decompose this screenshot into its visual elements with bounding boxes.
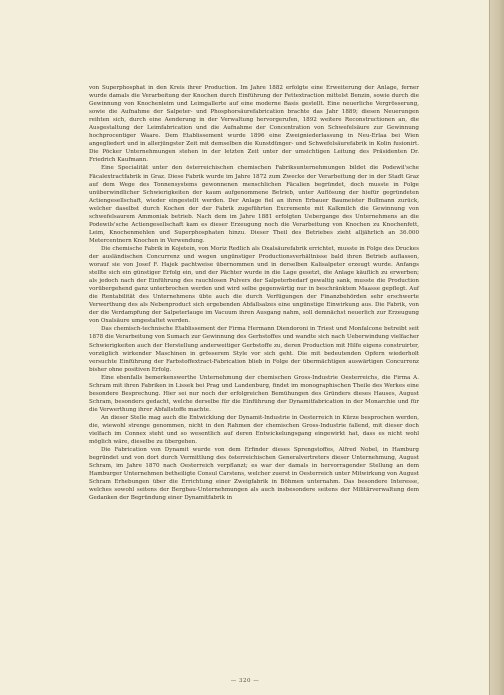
- paragraph: von Superphosphat in den Kreis ihrer Production. Im Jahre 1882 erfolgte eine Erweiterung der Anlage, ferner wurde damals die Verarbeitung der Knochen durch Einführung der Fettextraction mittelst Benzin, sowie durch die Gewinnung von Knochenleim und Leimgallerte auf eine moderne Basis gestellt. Eine neuerliche Vergrösserung, sowie die Aufnahme der Salpeter- und Phosphorsäurefabrication brachte das Jahr 1889; diesen Neuerungen reihten sich, durch eine Aenderung in der Verwaltung hervorgerufen, 1892 weitere Reconstructionen an, die Ausgestaltung der Leimfabrication und die Aufnahme der Concentration von Schwefelsäure zur Gewinnung hochprocentiger Waare. Dem Etablissement wurde 1896 eine Zweigniederlassung in Neu-Erlaa bei Wien angegliedert und in allerjüngster Zeit mit demselben die Kunstdünger- und Schwefelsäurefabrik in Kolin fusionirt. Die Pöcker Unternehmungen stehen in der letzten Zeit unter der umsichtigen Leitung des Präsidenten Dr. Friedrich Kaufmann.: [89, 85, 419, 164]
- paragraph: Die Fabrication von Dynamit wurde von dem Erfinder dieses Sprengstoffes, Alfred Nobel, in Hamburg begründet und von dort durch Vermittlung des österreichischen Generalvertreters dieser Unternehmung, August Schram, im Jahre 1870 nach Oesterreich verpflanzt; es war der damals in hervorragender Stellung an dem Hamburger Unternehmen betheiligte Consul Carstens, welcher zuerst in Oesterreich unter Mitwirkung von August Schram Erhebungen über die Errichtung einer Zweigfabrik in Böhmen unternahm. Das besondere Interesse, welches sowohl seitens der Bergbau-Unternehmungen als auch insbesondere seitens der Militärverwaltung dem Gedanken der Begründung einer Dynamitfabrik in: [89, 447, 419, 502]
- page-number: — 320 —: [230, 678, 260, 684]
- paragraph: Eine Specialität unter den österreichischen chemischen Fabriksunternehmungen bildet die Podewil'sche Fäcalextractfabrik in Graz. Diese Fabrik wurde im Jahre 1872 zum Zwecke der Verarbeitung der in der Stadt Graz auf dem Wege des Tonnensystems gewonnenen menschlichen Fäcalien begründet, doch musste in Folge unüberwindlicher Schwierigkeiten der kaum aufgenommene Betrieb, unter Auflösung der hiefür gegründeten Actiengesellschaft, wieder eingestellt werden. Der Anlage fiel an ihren Erbauer Baumeister Bullmann zurück, welcher daselbst durch Kochen der der Fabrik zugeführten Excremente mit Kalkmilch die Gewinnung von schwefelsaurem Ammoniak betrieb. Nach dem im Jahre 1881 erfolgten Uebergange des Unternehmens an die Podewils'sche Actiengesellschaft kam es dieser Erzeugung noch die Verarbeitung von Knochen zu Knochenfett, Leim, Knochenmehlen und Superphosphaten hinzu. Dieser Theil des Betriebes zieht alljährlich an 36.000 Metercentnern Knochen in Verwendung.: [89, 165, 419, 244]
- paragraph: Das chemisch-technische Etablissement der Firma Hermann Diendoroni in Triest und Monfalcone betreibt seit 1878 die Verarbeitung von Sumach zur Gewinnung des Gerbstoffes und wandte sich nach Ueberwindung vielfacher Schwierigkeiten auch der Herstellung anderweitiger Gerbstoffe zu, deren Production mit Hilfe eigens construirter, vorzüglich wirkender Maschinen in grösserem Style vor sich geht. Die mit bedeutenden Opfern wiederholt versuchte Einführung der Farbstoffextract-Fabrication blieb in Folge der übermächtigen auswärtigen Concurrenz bisher ohne positiven Erfolg.: [89, 326, 419, 373]
- paragraph: An dieser Stelle mag auch die Entwicklung der Dynamit-Industrie in Oesterreich in Kürze besprochen werden, die, wiewohl strenge genommen, nicht in den Rahmen der chemischen Gross-Industrie fallend, mit dieser doch vielfach im Connex steht und so wesentlich auf deren Entwickelungsgang eingewirkt hat, dass es nicht wohl möglich wäre, dieselbe zu übergehen.: [89, 414, 419, 446]
- body-text: [89, 84, 419, 502]
- paragraph: Eine ebenfalls bemerkenswerthe Unternehmung der chemischen Gross-Industrie Oesterreichs, die Firma A. Schram mit ihren Fabriken in Lissek bei Prag und Landenburg, findet im monographischen Theile des Werkes eine besondere Besprechung. Hier sei nur noch der erfolgreichen Bemühungen des Gründers dieses Hauses, August Schram, besonders gedacht, welche derselbe für die Einführung der Dynamitfabrication in der Monarchie und für die Verwerthung ihrer Abfallstoffe machte.: [89, 374, 419, 413]
- paragraph: Die chemische Fabrik in Kojetein, von Moriz Redlich als Oxalsäurefabrik errichtet, musste in Folge des Druckes der ausländischen Concurrenz und wegen ungünstiger Productionsverhältnisse bald ihren Betrieb auflassen, worauf sie von Josef F. Hajek pachtweise übernommen und in derselben Kalisalpeter erzeugt wurde. Anfangs stellte sich ein günstiger Erfolg ein, und der Pächter wurde in die Lage gesetzt, die Anlage käuflich zu erwerben; als jedoch nach der Einführung des rauchlosen Pulvers der Salpeterbedarf gewaltig sank, musste die Production vorübergehend ganz unterbrochen werden und wird selbe gegenwärtig nur in beschränktem Maasse gepflegt. Auf die Rentabilität des Unternehmens übte auch die durch Verfügungen der Finanzbehörden sehr erschwerte Verwerthung des als Nebenproduct sich ergebenden Abfallsalzes eine ungünstige Einwirkung aus. Die Fabrik, von der die Verdampfung der Salpeterlauge im Vacuum ihren Ausgang nahm, soll demnächst neuerlich zur Erzeugung von Oxalsäure umgestaltet werden.: [89, 245, 419, 325]
- page-edge: [489, 0, 504, 695]
